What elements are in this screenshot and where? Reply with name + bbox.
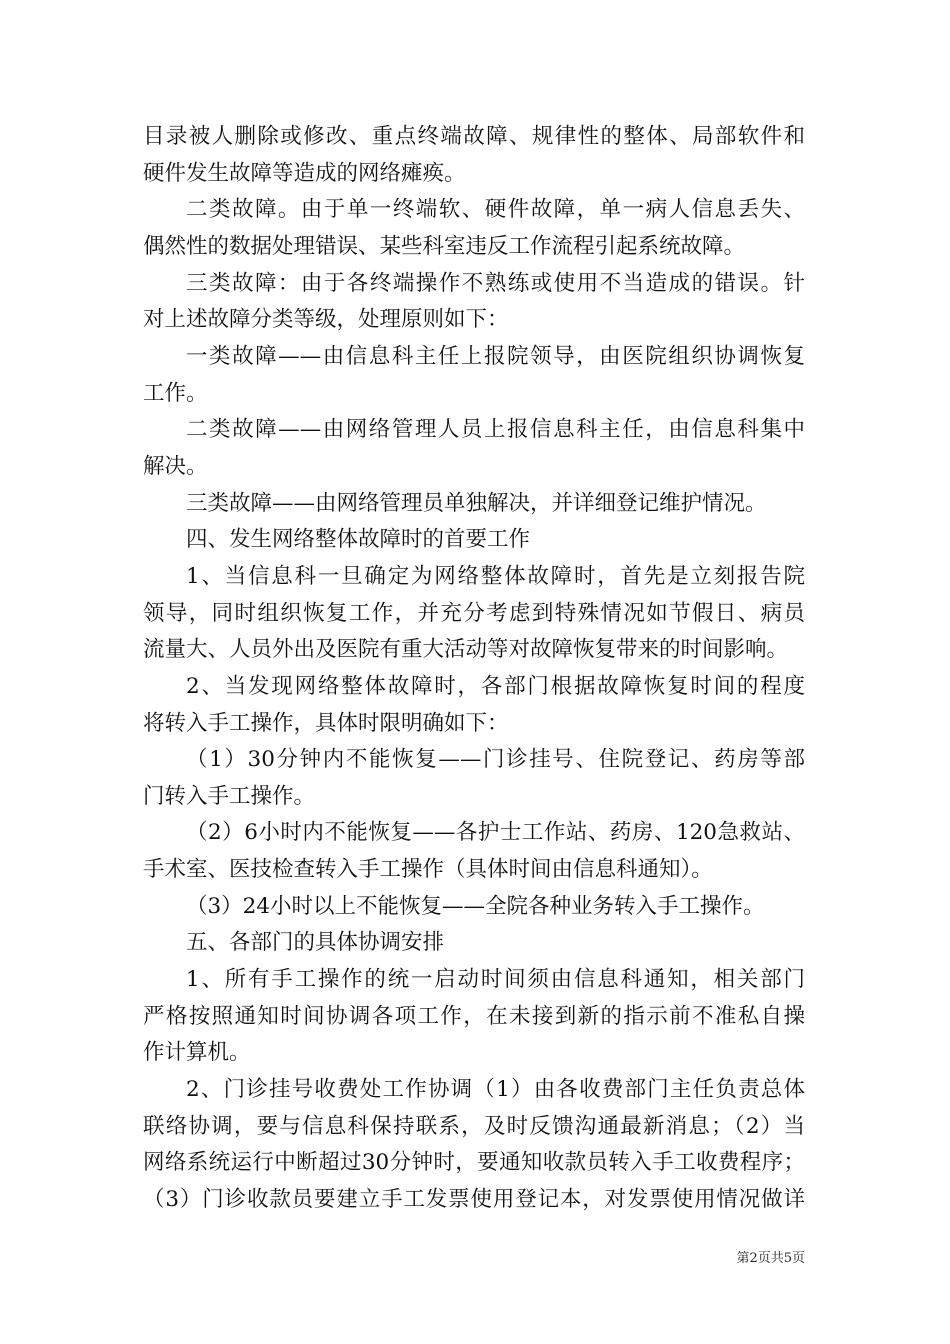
- text-line: （2）6小时内不能恢复——各护士工作站、药房、120急救站、: [186, 820, 805, 846]
- text-line: 解决。: [143, 453, 208, 479]
- text-line: 领导，同时组织恢复工作，并充分考虑到特殊情况如节假日、病员: [143, 600, 805, 626]
- paragraph: [143, 925, 805, 962]
- text-line: 2、门诊挂号收费处工作协调（1）由各收费部门主任负责总体: [186, 1077, 805, 1103]
- text-line: 目录被人删除或修改、重点终端故障、规律性的整体、局部软件和: [143, 124, 805, 149]
- text-line: 1、当信息科一旦确定为网络整体故障时，首先是立刻报告院: [186, 563, 805, 589]
- text-line: 二类故障。由于单一终端软、硬件故障，单一病人信息丢失、: [186, 197, 805, 223]
- text-line: 严格按照通知时间协调各项工作，在未接到新的指示前不准私自操: [143, 1003, 805, 1029]
- paragraph: [143, 815, 805, 888]
- paragraph: [143, 412, 805, 485]
- text-line: 四、发生网络整体故障时的首要工作: [186, 527, 531, 553]
- paragraph: [143, 266, 805, 339]
- text-line: 1、所有手工操作的统一启动时间须由信息科通知，相关部门: [186, 967, 805, 993]
- paragraph: [143, 559, 805, 669]
- text-line: 作计算机。: [143, 1040, 251, 1066]
- paragraph: [143, 192, 805, 265]
- text-line: 手术室、医技检查转入手工操作（具体时间由信息科通知）。: [143, 857, 713, 883]
- text-line: 联络协调，要与信息科保持联系，及时反馈沟通最新消息；（2）当: [143, 1113, 805, 1139]
- text-line: 五、各部门的具体协调安排: [186, 930, 445, 956]
- paragraph: [143, 119, 805, 192]
- paragraph: [143, 522, 805, 559]
- text-line: 偶然性的数据处理错误、某些科室违反工作流程引起系统故障。: [143, 233, 746, 259]
- page-number: 第2页共5页: [736, 1251, 805, 1266]
- text-line: 一类故障——由信息科主任上报院领导，由医院组织协调恢复: [186, 343, 805, 369]
- text-line: 硬件发生故障等造成的网络瘫痪。: [143, 160, 466, 186]
- text-line: 流量大、人员外出及医院有重大活动等对故障恢复带来的时间影响。: [143, 637, 789, 663]
- text-line: （3）门诊收款员要建立手工发票使用登记本，对发票使用情况做详: [143, 1187, 805, 1213]
- text-line: 2、当发现网络整体故障时，各部门根据故障恢复时间的程度: [186, 673, 805, 699]
- text-line: （3）24小时以上不能恢复——全院各种业务转入手工操作。: [186, 893, 765, 919]
- paragraph: [143, 669, 805, 742]
- text-line: 二类故障——由网络管理人员上报信息科主任，由信息科集中: [186, 417, 805, 443]
- paragraph: [143, 962, 805, 1072]
- paragraph: [143, 486, 805, 523]
- paragraph: [143, 889, 805, 926]
- paragraph: [143, 339, 805, 412]
- text-line: 对上述故障分类等级，处理原则如下：: [143, 307, 509, 333]
- text-line: （1）30分钟内不能恢复——门诊挂号、住院登记、药房等部: [186, 747, 805, 773]
- text-line: 门转入手工操作。: [143, 783, 316, 809]
- text-line: 将转入手工操作，具体时限明确如下：: [143, 710, 509, 736]
- paragraph: [143, 742, 805, 815]
- text-line: 工作。: [143, 380, 208, 406]
- document-body: [143, 119, 805, 1219]
- text-line: 三类故障——由网络管理员单独解决，并详细登记维护情况。: [186, 490, 767, 516]
- paragraph: [143, 1072, 805, 1219]
- text-line: 网络系统运行中断超过30分钟时，要通知收款员转入手工收费程序；: [143, 1150, 805, 1176]
- text-line: 三类故障：由于各终端操作不熟练或使用不当造成的错误。针: [186, 270, 805, 296]
